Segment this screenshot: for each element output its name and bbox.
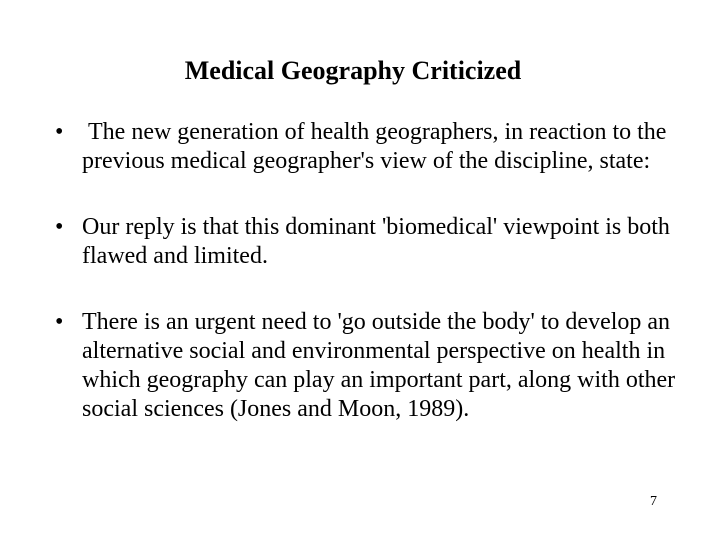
bullet-text: The new generation of health geographers, in reaction to the previous medical geographer's view of the discipline, state: bbox=[82, 119, 667, 174]
bullet-list bbox=[55, 118, 705, 424]
bullet-marker: • bbox=[55, 119, 64, 145]
slide-title: Medical Geography Criticized bbox=[184, 56, 522, 85]
bullet-text: There is an urgent need to 'go outside the body' to develop an alternative social and environmental perspective on health in which geography can play an important part, along with other social sciences (Jones and Moon, 1989). bbox=[82, 309, 676, 422]
bullet-marker: • bbox=[55, 214, 64, 240]
slide-number: 7 bbox=[650, 494, 657, 509]
bullet-marker: • bbox=[55, 309, 64, 335]
list-item bbox=[55, 308, 705, 424]
bullet-text: Our reply is that this dominant 'biomedical' viewpoint is both flawed and limited. bbox=[82, 214, 670, 269]
list-item bbox=[55, 118, 705, 176]
list-item bbox=[55, 213, 705, 271]
